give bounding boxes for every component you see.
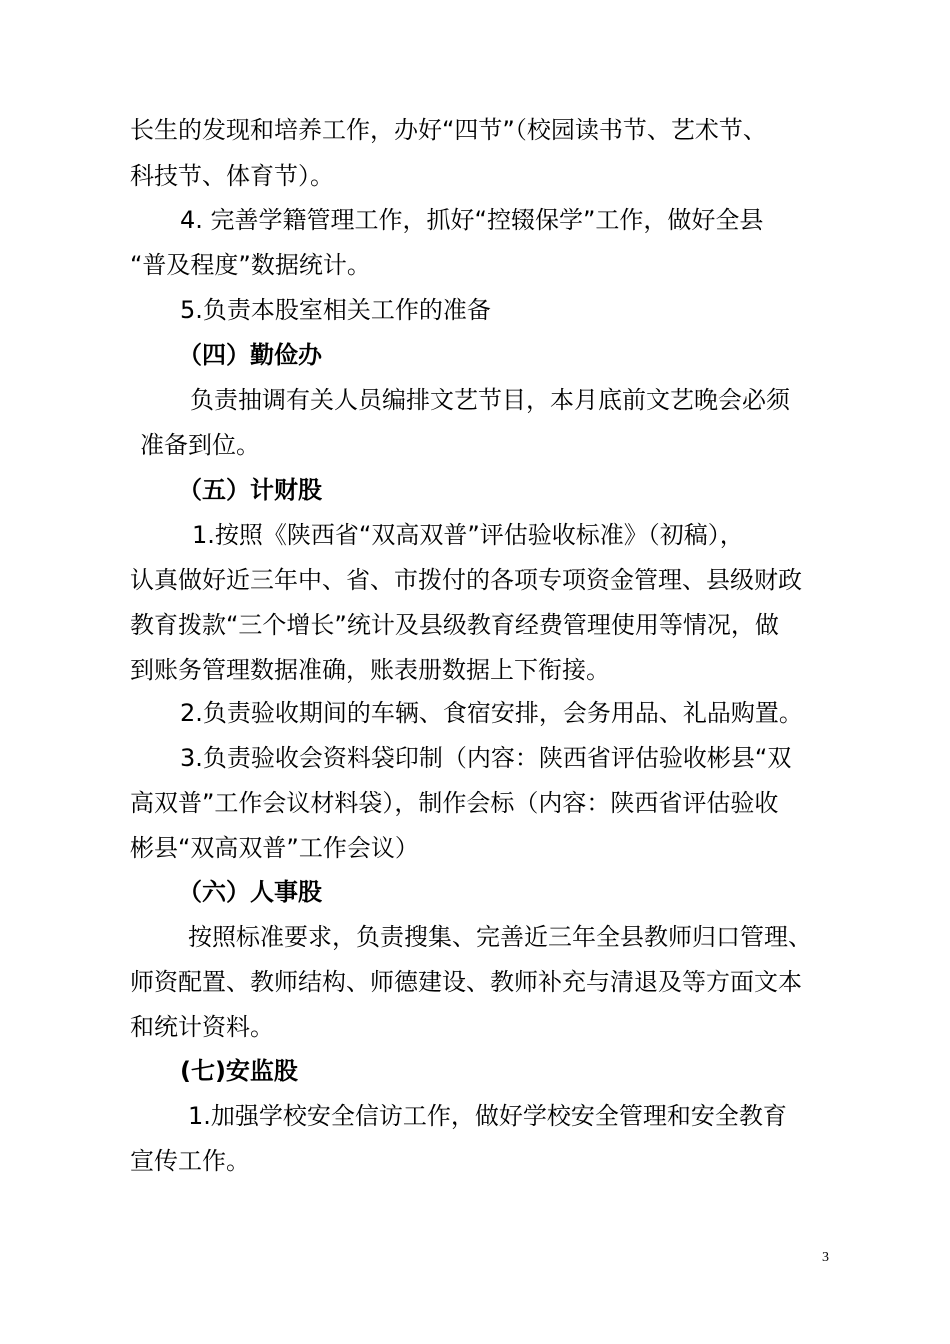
text-line: 到账务管理数据准确，账表册数据上下衔接。 — [130, 656, 610, 684]
section-heading-6: （六）人事股 — [178, 878, 322, 906]
text-line: 准备到位。 — [140, 431, 260, 459]
text-line: 按照标准要求，负责搜集、完善近三年全县教师归口管理、 — [188, 923, 812, 951]
text-line: 5.负责本股室相关工作的准备 — [180, 296, 491, 324]
text-line: 长生的发现和培养工作，办好“四节”（校园读书节、艺术节、 — [130, 116, 767, 144]
section-heading-4: （四）勤俭办 — [178, 341, 322, 369]
text-line: 高双普”工作会议材料袋），制作会标（内容：陕西省评估验收 — [130, 789, 779, 817]
text-line: 4. 完善学籍管理工作，抓好“控辍保学”工作，做好全县 — [180, 206, 764, 234]
text-line: “普及程度”数据统计。 — [130, 251, 371, 279]
text-line: 师资配置、教师结构、师德建设、教师补充与清退及等方面文本 — [130, 968, 802, 996]
text-line: 彬县“双高双普”工作会议） — [130, 834, 419, 862]
text-line: 宣传工作。 — [130, 1147, 250, 1175]
text-line: 2.负责验收期间的车辆、食宿安排，会务用品、礼品购置。 — [180, 699, 803, 727]
section-heading-5: （五）计财股 — [178, 476, 322, 504]
section-heading-7: (七)安监股 — [180, 1057, 298, 1085]
text-line: 科技节、体育节）。 — [130, 162, 334, 190]
text-line: 1.按照《陕西省“双高双普”评估验收标准》（初稿）， — [192, 521, 744, 549]
text-line: 和统计资料。 — [130, 1013, 274, 1041]
text-line: 教育拨款“三个增长”统计及县级教育经费管理使用等情况，做 — [130, 611, 779, 639]
text-line: 认真做好近三年中、省、市拨付的各项专项资金管理、县级财政 — [130, 566, 802, 594]
text-line: 1.加强学校安全信访工作，做好学校安全管理和安全教育 — [188, 1102, 787, 1130]
text-line: 3.负责验收会资料袋印制（内容：陕西省评估验收彬县“双 — [180, 744, 792, 772]
text-line: 负责抽调有关人员编排文艺节目，本月底前文艺晚会必须 — [190, 386, 790, 414]
page-number: 3 — [822, 1250, 829, 1265]
